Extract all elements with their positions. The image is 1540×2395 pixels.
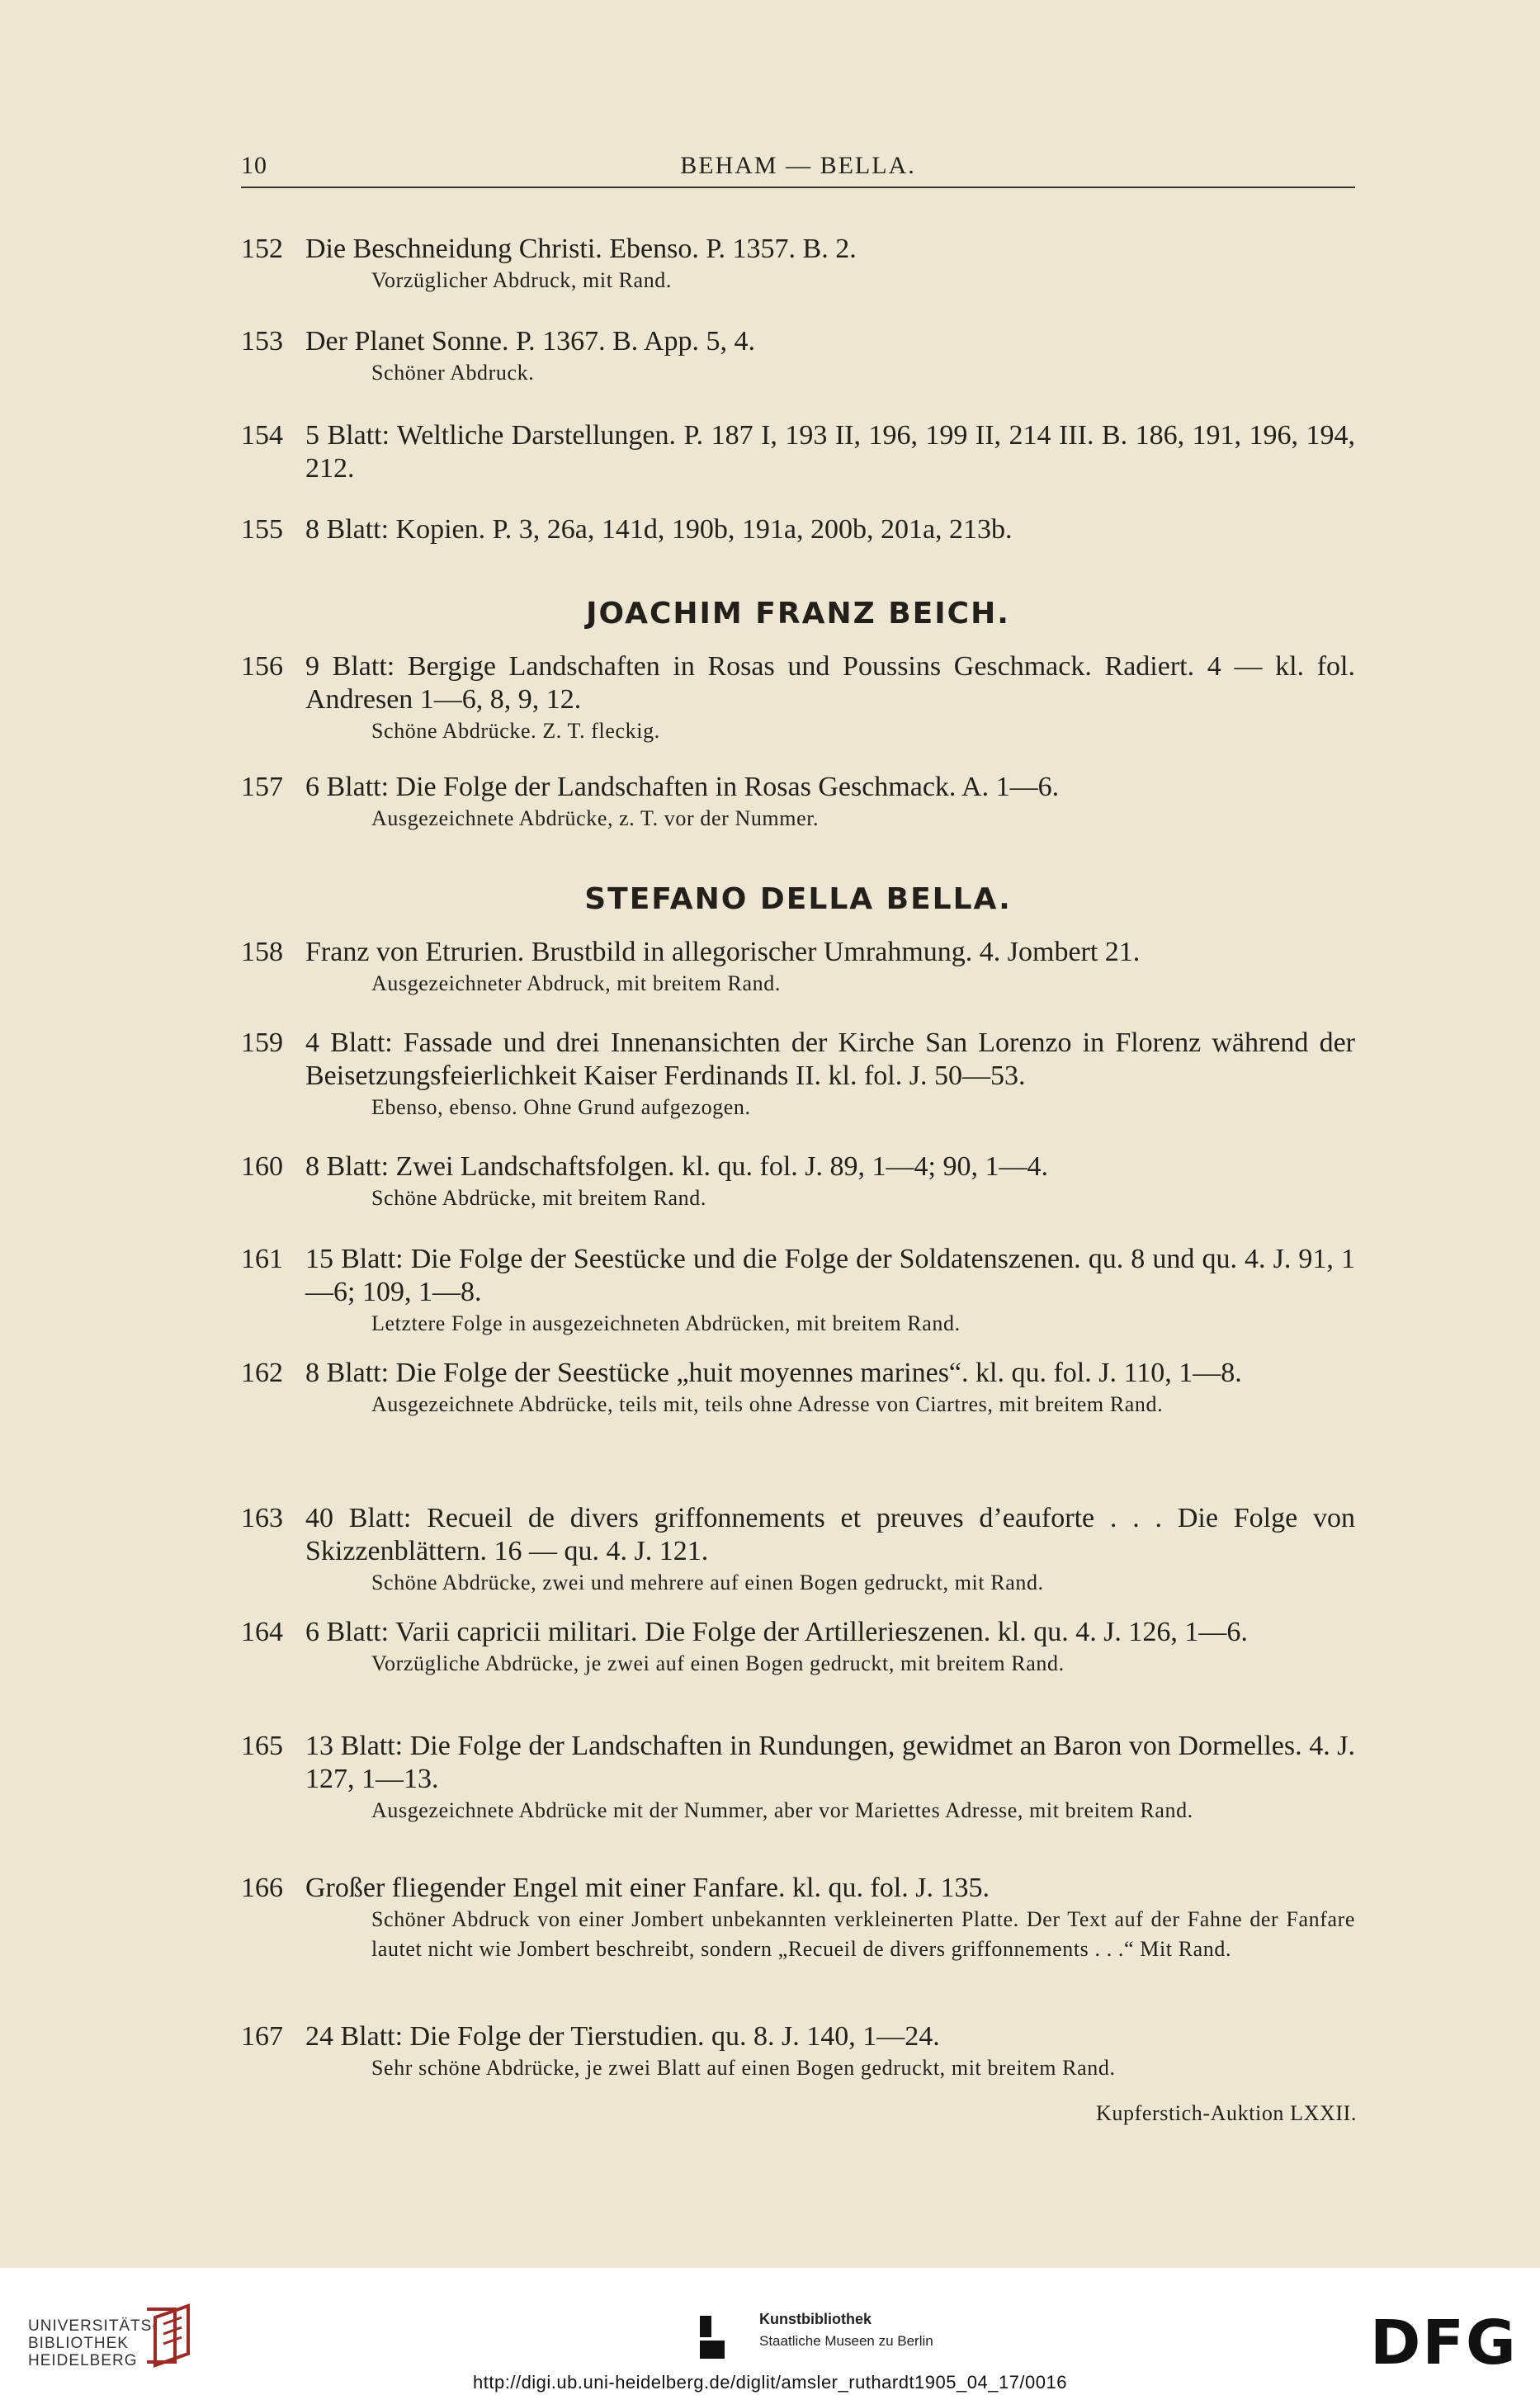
entry-note: Vorzüglicher Abdruck, mit Rand. (371, 268, 673, 292)
entry-title: Der Planet Sonne. P. 1367. B. App. 5, 4. (305, 326, 755, 357)
entry-number: 157 (241, 772, 283, 802)
catalog-entry-160 (241, 1150, 1355, 1213)
catalog-entry-164 (241, 1616, 1355, 1679)
entry-number: 167 (241, 2021, 283, 2052)
section-heading-bella: STEFANO DELLA BELLA. (584, 882, 1012, 916)
entry-title: 15 Blatt: Die Folge der Seestücke und die Folge der Soldatenszenen. qu. 8 und qu. 4. J. 91, 1—6; 109, 1—8. (305, 1244, 1355, 1307)
catalog-entry-155 (241, 513, 1355, 546)
source-url-link[interactable]: http://digi.ub.uni-heidelberg.de/diglit/amsler_ruthardt1905_04_17/0016 (473, 2372, 1067, 2393)
catalog-entry-167 (241, 2020, 1355, 2083)
dfg-logo: DFG (1370, 2308, 1518, 2378)
catalog-entry-165 (241, 1730, 1355, 1826)
catalog-entry-159 (241, 1027, 1355, 1122)
page-number: 10 (241, 152, 267, 179)
entry-title: 6 Blatt: Varii capricii militari. Die Folge der Artillerieszenen. kl. qu. 4. J. 126, 1—6. (305, 1617, 1248, 1647)
entry-title: 8 Blatt: Zwei Landschaftsfolgen. kl. qu. fol. J. 89, 1—4; 90, 1—4. (305, 1151, 1048, 1182)
catalog-entry-157 (241, 771, 1355, 834)
entry-title: 5 Blatt: Weltliche Darstellungen. P. 187 I, 193 II, 196, 199 II, 214 III. B. 186, 191, 196, 194, 212. (305, 420, 1355, 484)
catalog-entry-158 (241, 936, 1355, 999)
entry-title: 8 Blatt: Die Folge der Seestücke „huit moyennes marines“. kl. qu. fol. J. 110, 1—8. (305, 1358, 1242, 1388)
entry-number: 166 (241, 1873, 283, 1903)
entry-note: Ebenso, ebenso. Ohne Grund aufgezogen. (371, 1095, 751, 1119)
entry-title: 40 Blatt: Recueil de divers griffonnements et preuves d’eauforte . . . Die Folge von Skizzenblättern. 16 — qu. 4. J. 121. (305, 1503, 1355, 1566)
university-line-1: UNIVERSITÄTS- (28, 2317, 158, 2335)
catalog-entry-162 (241, 1357, 1355, 1420)
entry-title: 4 Blatt: Fassade und drei Innenansichten der Kirche San Lorenzo in Florenz während der Beisetzungsfeierlichkeit Kaiser Ferdinands II. kl. fol. J. 50—53. (305, 1027, 1355, 1091)
catalog-entry-166 (241, 1872, 1355, 1964)
entry-number: 165 (241, 1731, 283, 1761)
entry-note: Ausgezeichnete Abdrücke mit der Nummer, aber vor Mariettes Adresse, mit breitem Rand. (371, 1798, 1193, 1822)
entry-title: 9 Blatt: Bergige Landschaften in Rosas und Poussins Geschmack. Radiert. 4 — kl. fol. Andresen 1—6, 8, 9, 12. (305, 651, 1355, 715)
catalog-entry-153 (241, 325, 1355, 388)
catalog-entry-154 (241, 419, 1355, 485)
entry-number: 164 (241, 1617, 283, 1647)
entry-title: 8 Blatt: Kopien. P. 3, 26a, 141d, 190b, 191a, 200b, 201a, 213b. (305, 514, 1013, 545)
catalog-entry-161 (241, 1243, 1355, 1339)
kunstbibliothek-name: Kunstbibliothek (759, 2311, 872, 2327)
catalog-entry-156 (241, 650, 1355, 746)
university-line-2: BIBLIOTHEK (28, 2335, 129, 2352)
entry-number: 158 (241, 937, 283, 967)
entry-note: Ausgezeichnete Abdrücke, teils mit, teils ohne Adresse von Ciartres, mit breitem Rand. (371, 1392, 1164, 1416)
entry-title: Franz von Etrurien. Brustbild in allegorischer Umrahmung. 4. Jombert 21. (305, 937, 1141, 967)
entry-title: Großer fliegender Engel mit einer Fanfare. kl. qu. fol. J. 135. (305, 1873, 990, 1903)
university-library-name (28, 2317, 158, 2369)
entry-number: 159 (241, 1027, 283, 1058)
catalog-entry-163 (241, 1502, 1355, 1598)
entry-note: Schöner Abdruck von einer Jombert unbekannten verkleinerten Platte. Der Text auf der Fahne der Fanfare lautet nicht wie Jombert beschreibt, sondern „Recueil de divers griffonnements . . .“ Mit Rand. (371, 1907, 1355, 1961)
catalog-entry-152 (241, 233, 1355, 295)
entry-note: Sehr schöne Abdrücke, je zwei Blatt auf einen Bogen gedruckt, mit breitem Rand. (371, 2056, 1116, 2080)
entry-title: 13 Blatt: Die Folge der Landschaften in Rundungen, gewidmet an Baron von Dormelles. 4. J. 127, 1—13. (305, 1731, 1355, 1794)
page-header (241, 145, 1355, 188)
entry-note: Schöne Abdrücke. Z. T. fleckig. (371, 719, 660, 743)
entry-number: 155 (241, 514, 283, 545)
entry-number: 153 (241, 326, 283, 357)
entry-number: 162 (241, 1358, 283, 1388)
entry-number: 160 (241, 1151, 283, 1182)
entry-note: Schöner Abdruck. (371, 361, 535, 385)
entry-note: Schöne Abdrücke, zwei und mehrere auf einen Bogen gedruckt, mit Rand. (371, 1571, 1044, 1594)
entry-note: Vorzügliche Abdrücke, je zwei auf einen Bogen gedruckt, mit breitem Rand. (371, 1651, 1065, 1675)
entry-note: Schöne Abdrücke, mit breitem Rand. (371, 1186, 706, 1210)
entry-number: 154 (241, 420, 283, 451)
entry-note: Ausgezeichnete Abdrücke, z. T. vor der Nummer. (371, 806, 820, 830)
entry-title: 24 Blatt: Die Folge der Tierstudien. qu. 8. J. 140, 1—24. (305, 2021, 940, 2052)
kunstbibliothek-credit (759, 2311, 933, 2350)
section-heading-beich: JOACHIM FRANZ BEICH. (586, 597, 1010, 631)
entry-number: 163 (241, 1503, 283, 1533)
entry-note: Letztere Folge in ausgezeichneten Abdrücken, mit breitem Rand. (371, 1311, 961, 1335)
entry-title: 6 Blatt: Die Folge der Landschaften in Rosas Geschmack. A. 1—6. (305, 772, 1060, 802)
entry-title: Die Beschneidung Christi. Ebenso. P. 1357. B. 2. (305, 234, 857, 264)
university-line-3: HEIDELBERG (28, 2352, 138, 2369)
entry-number: 156 (241, 651, 283, 682)
running-title: BEHAM — BELLA. (680, 152, 916, 179)
digitization-footer (0, 2268, 1540, 2395)
kunstbibliothek-logo-icon (700, 2316, 751, 2359)
auction-label: Kupferstich-Auktion LXXII. (1096, 2101, 1357, 2125)
university-logo-icon (142, 2303, 200, 2369)
entry-number: 161 (241, 1244, 283, 1274)
entry-note: Ausgezeichneter Abdruck, mit breitem Rand. (371, 971, 781, 995)
entry-number: 152 (241, 234, 283, 264)
kunstbibliothek-subtitle: Staatliche Museen zu Berlin (759, 2333, 933, 2349)
